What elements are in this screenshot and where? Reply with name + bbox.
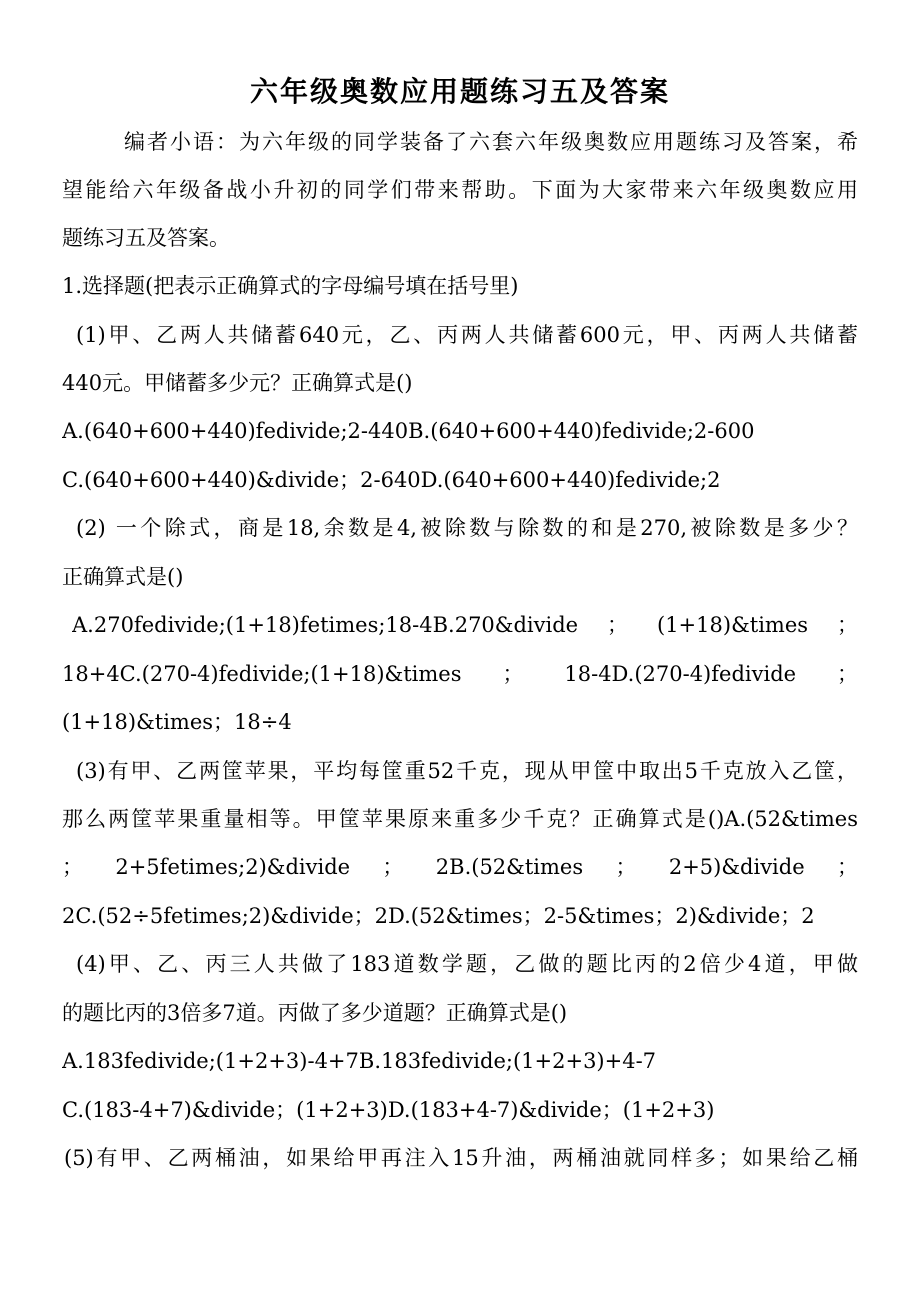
question-3-line-1: (3)有甲、乙两筐苹果，平均每筐重52千克，现从甲筐中取出5千克放入乙筐， [76,759,858,783]
question-3-line-2: 那么两筐苹果重量相等。甲筐苹果原来重多少千克？正确算式是()A.(52&times [62,807,858,831]
question-2-line-1: (2) 一个除式，商是18,余数是4,被除数与除数的和是270,被除数是多少？ [76,516,858,540]
section-heading: 1.选择题(把表示正确算式的字母编号填在括号里) [62,274,519,298]
question-1-options-cd: C.(640+600+440)&divide；2-640D.(640+600+440)fedivide;2 [62,468,721,492]
intro-line-2: 望能给六年级备战小升初的同学们带来帮助。下面为大家带来六年级奥数应用 [62,178,858,202]
question-2-line-2: 正确算式是() [62,565,184,589]
document-title: 六年级奥数应用题练习五及答案 [249,75,670,108]
question-4-options-ab: A.183fedivide;(1+2+3)-4+7B.183fedivide;(1+2+3)+4-7 [62,1049,657,1073]
question-3-options-line-1: ； 2+5fetimes;2)&divide ； 2B.(52&times ； 2+5)&divide ； [62,855,858,879]
question-1-line-2: 440元。甲储蓄多少元？正确算式是() [62,371,413,395]
question-2-options-line-3: (1+18)&times；18÷4 [62,710,292,734]
question-1-options-ab: A.(640+600+440)fedivide;2-440B.(640+600+440)fedivide;2-600 [62,419,755,443]
question-1-line-1: (1)甲、乙两人共储蓄640元，乙、丙两人共储蓄600元，甲、丙两人共储蓄 [76,323,858,347]
question-4-options-cd: C.(183-4+7)&divide；(1+2+3)D.(183+4-7)&divide；(1+2+3) [62,1098,715,1122]
question-3-options-line-2: 2C.(52÷5fetimes;2)&divide；2D.(52&times；2-5&times；2)&divide；2 [62,904,815,928]
question-4-line-2: 的题比丙的3倍多7道。丙做了多少道题？正确算式是() [62,1001,568,1025]
question-2-options-line-1: A.270fedivide;(1+18)fetimes;18-4B.270&divide ； (1+18)&times ； [72,613,858,637]
intro-line-1: 编者小语：为六年级的同学装备了六套六年级奥数应用题练习及答案，希 [124,130,858,154]
question-4-line-1: (4)甲、乙、丙三人共做了183道数学题，乙做的题比丙的2倍少4道，甲做 [76,952,858,976]
question-5-line-1: (5)有甲、乙两桶油，如果给甲再注入15升油，两桶油就同样多；如果给乙桶 [64,1146,858,1170]
intro-line-3: 题练习五及答案。 [62,226,230,250]
question-2-options-line-2: 18+4C.(270-4)fedivide;(1+18)&times ； 18-4D.(270-4)fedivide ； [62,662,858,686]
